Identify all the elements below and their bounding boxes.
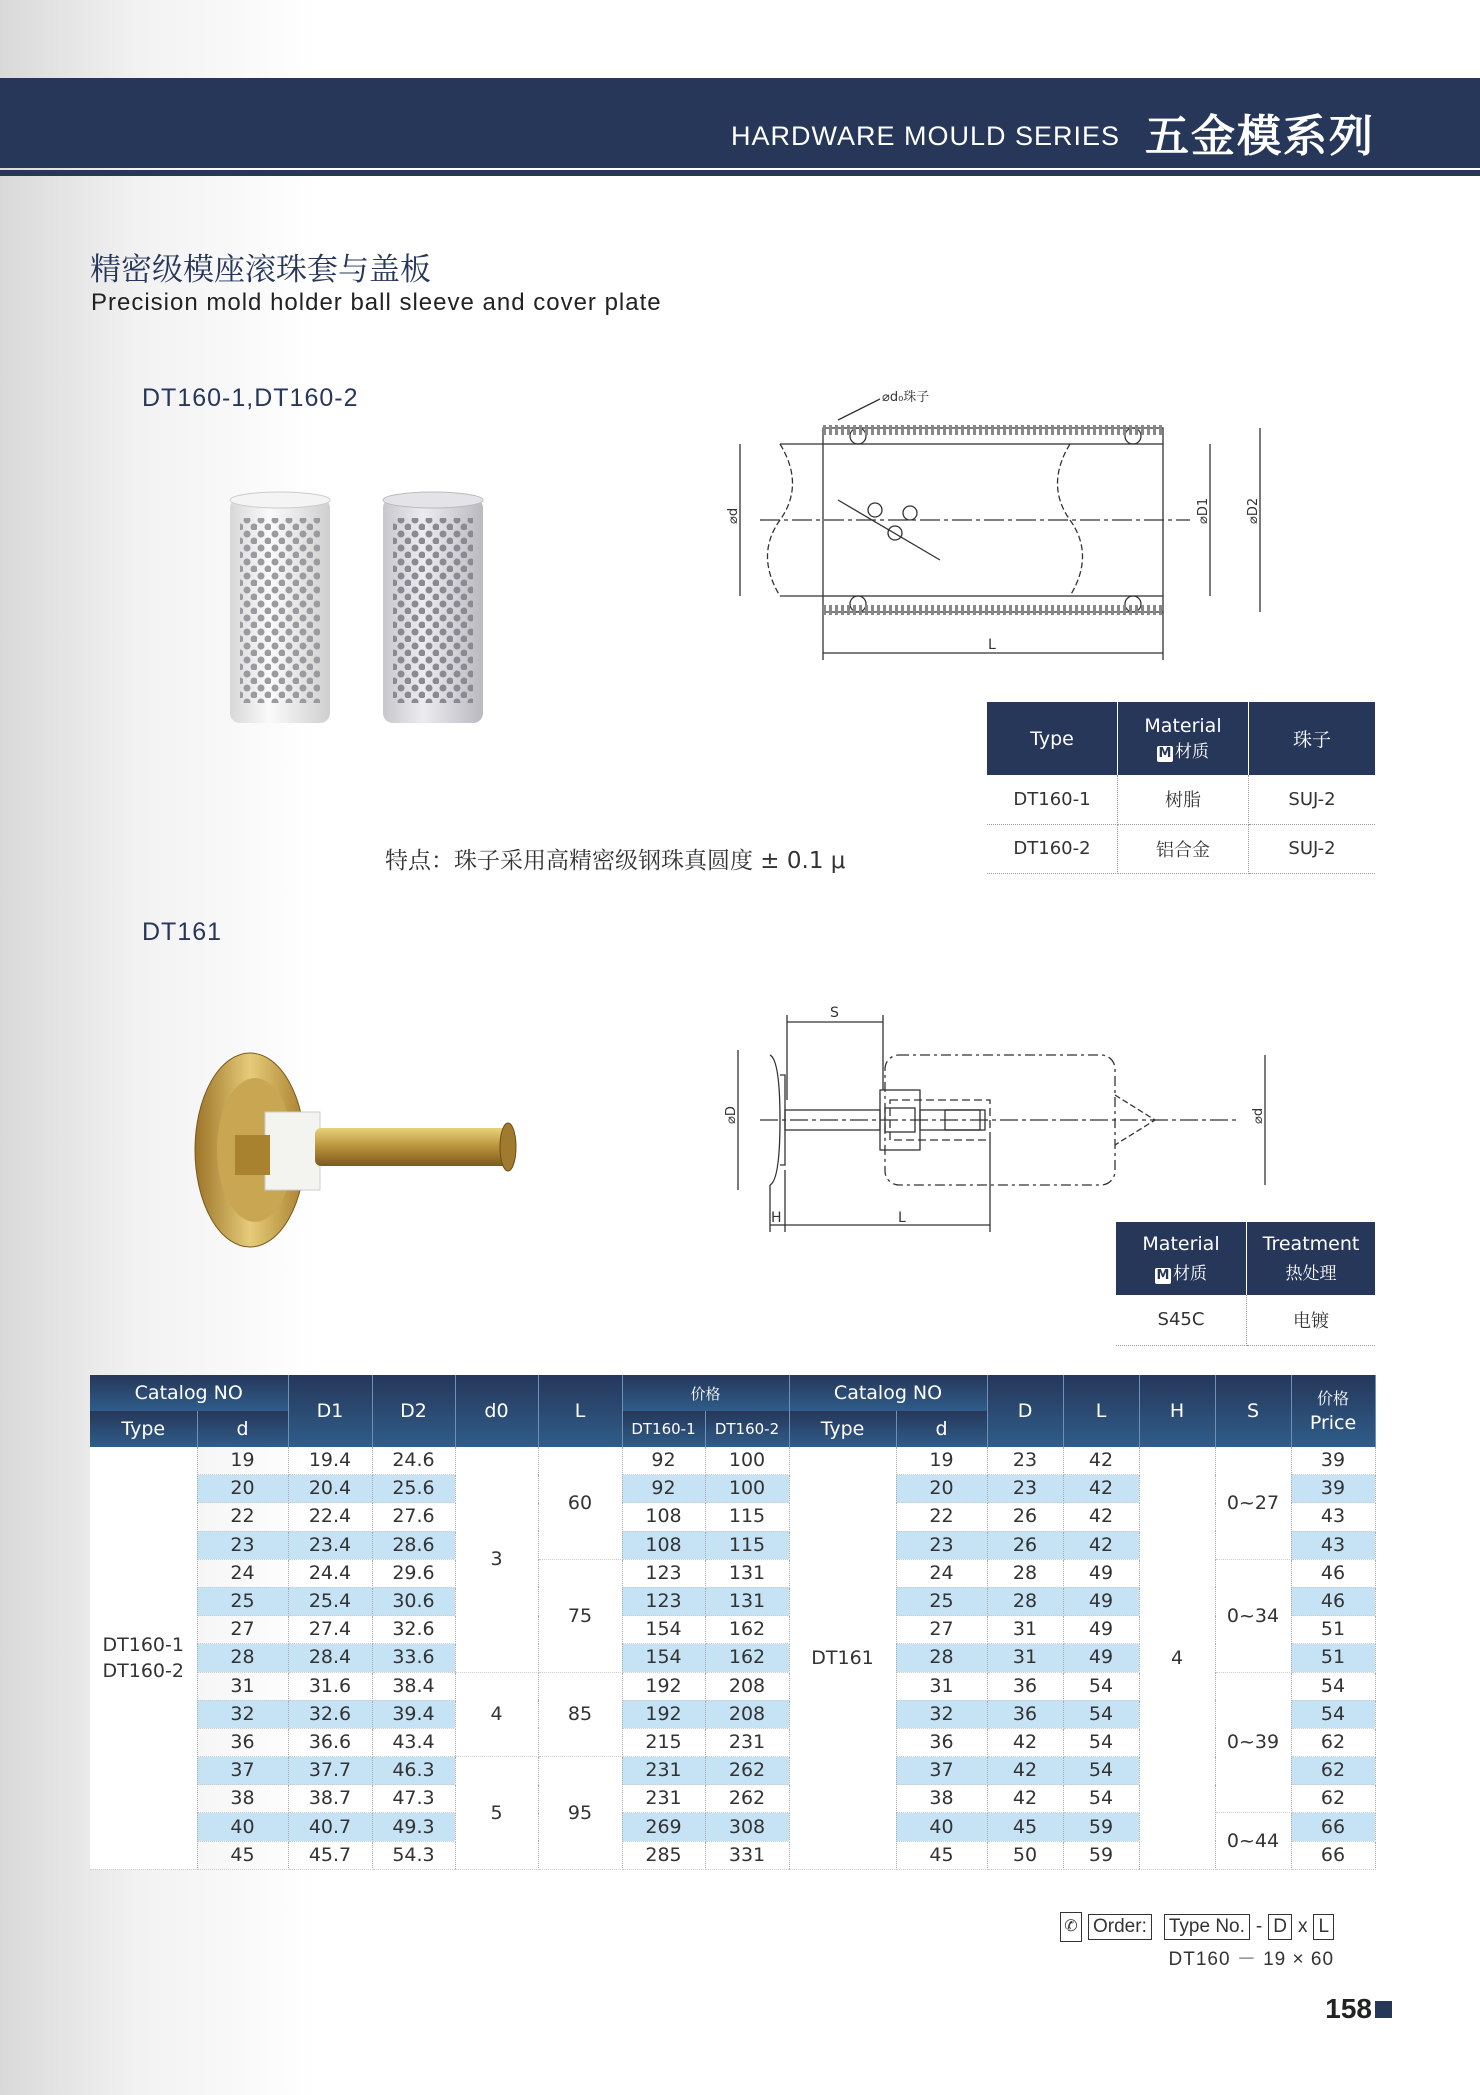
cell-D2: 32.6 bbox=[372, 1616, 455, 1644]
header-price: 价格 bbox=[622, 1375, 789, 1411]
table-row bbox=[1116, 1295, 1375, 1345]
cell-D2: 25.6 bbox=[372, 1475, 455, 1503]
material-badge: M bbox=[1158, 745, 1172, 761]
cell-price-dt161: 43 bbox=[1291, 1503, 1375, 1531]
type-dt160-2: DT160-2 bbox=[102, 1659, 184, 1682]
col-material-en: Material bbox=[1142, 1232, 1220, 1255]
cell-price-dt160-1: 285 bbox=[622, 1841, 705, 1869]
cell-D1: 27.4 bbox=[288, 1616, 372, 1644]
cell-d: 32 bbox=[197, 1700, 288, 1728]
dt161-drawing-d: ⌀d bbox=[1251, 1107, 1266, 1124]
header-d: d bbox=[197, 1411, 288, 1447]
cell-L-right: 49 bbox=[1063, 1616, 1139, 1644]
cell-D1: 20.4 bbox=[288, 1475, 372, 1503]
cell-D2: 39.4 bbox=[372, 1700, 455, 1728]
cell-price-dt161: 46 bbox=[1291, 1559, 1375, 1587]
header-D: D bbox=[987, 1375, 1063, 1447]
cell-L-right: 54 bbox=[1063, 1728, 1139, 1756]
spec-price-table bbox=[90, 1375, 1376, 1870]
dt160-product-photo bbox=[215, 488, 495, 733]
col-material-zh: 材质 bbox=[1175, 741, 1209, 762]
cell-D1: 25.4 bbox=[288, 1587, 372, 1615]
cell-price-dt160-2: 100 bbox=[705, 1447, 789, 1475]
cell-treatment: 电镀 bbox=[1247, 1295, 1376, 1345]
cell-price-dt161: 62 bbox=[1291, 1728, 1375, 1756]
cell-price-dt160-1: 231 bbox=[622, 1757, 705, 1785]
cell-d-right: 19 bbox=[896, 1447, 987, 1475]
cell-d0: 3 bbox=[455, 1447, 538, 1672]
cell-D: 26 bbox=[987, 1503, 1063, 1531]
dt160-drawing-L: L bbox=[988, 637, 996, 653]
cell-price-dt160-2: 162 bbox=[705, 1644, 789, 1672]
cell-D: 36 bbox=[987, 1700, 1063, 1728]
cell-D: 28 bbox=[987, 1587, 1063, 1615]
section-title-en: Precision mold holder ball sleeve and cover plate bbox=[91, 289, 662, 316]
cell-price-dt161: 51 bbox=[1291, 1616, 1375, 1644]
header-d0: d0 bbox=[455, 1375, 538, 1447]
cell-D2: 28.6 bbox=[372, 1531, 455, 1559]
cell-D: 42 bbox=[987, 1728, 1063, 1756]
cell-price-dt160-1: 269 bbox=[622, 1813, 705, 1841]
header-price-dt160-1: DT160-1 bbox=[622, 1411, 705, 1447]
cell-d-right: 45 bbox=[896, 1841, 987, 1869]
cell-price-dt161: 51 bbox=[1291, 1644, 1375, 1672]
cell-D: 50 bbox=[987, 1841, 1063, 1869]
cell-D1: 38.7 bbox=[288, 1785, 372, 1813]
col-material bbox=[1116, 1222, 1247, 1295]
cell-price-dt161: 54 bbox=[1291, 1672, 1375, 1700]
resin-sleeve bbox=[230, 492, 330, 723]
cell-S: 0~27 bbox=[1215, 1447, 1291, 1559]
cell-price-dt160-1: 123 bbox=[622, 1559, 705, 1587]
order-label: Order: bbox=[1088, 1914, 1152, 1940]
cell-price-dt160-2: 100 bbox=[705, 1475, 789, 1503]
header-type-2: Type bbox=[789, 1411, 896, 1447]
cell-L-right: 42 bbox=[1063, 1447, 1139, 1475]
cell-material: 铝合金 bbox=[1118, 824, 1249, 873]
cell-ball: SUJ-2 bbox=[1249, 775, 1376, 824]
order-D: D bbox=[1268, 1914, 1292, 1940]
header-H: H bbox=[1139, 1375, 1215, 1447]
cell-price-dt161: 66 bbox=[1291, 1841, 1375, 1869]
cell-price-dt161: 54 bbox=[1291, 1700, 1375, 1728]
cell-type-right: DT161 bbox=[789, 1447, 896, 1869]
order-type-no: Type No. bbox=[1164, 1914, 1250, 1940]
order-x: x bbox=[1297, 1916, 1308, 1937]
header-price-2 bbox=[1291, 1375, 1375, 1447]
cell-price-dt160-2: 331 bbox=[705, 1841, 789, 1869]
cell-D1: 32.6 bbox=[288, 1700, 372, 1728]
cell-price-dt160-2: 162 bbox=[705, 1616, 789, 1644]
order-format bbox=[1060, 1912, 1334, 1971]
cell-price-dt161: 43 bbox=[1291, 1531, 1375, 1559]
header-price-2-en: Price bbox=[1309, 1412, 1357, 1434]
cell-price-dt160-1: 231 bbox=[622, 1785, 705, 1813]
table-row bbox=[987, 775, 1375, 824]
cell-d-right: 28 bbox=[896, 1644, 987, 1672]
cell-price-dt160-2: 208 bbox=[705, 1672, 789, 1700]
cell-D1: 28.4 bbox=[288, 1644, 372, 1672]
cell-D1: 40.7 bbox=[288, 1813, 372, 1841]
cell-D1: 24.4 bbox=[288, 1559, 372, 1587]
cell-L: 60 bbox=[538, 1447, 622, 1559]
cell-D1: 37.7 bbox=[288, 1757, 372, 1785]
cell-price-dt160-2: 131 bbox=[705, 1559, 789, 1587]
cell-type: DT160-1 bbox=[987, 775, 1118, 824]
cell-type: DT160-2 bbox=[987, 824, 1118, 873]
cell-D: 28 bbox=[987, 1559, 1063, 1587]
cell-D: 36 bbox=[987, 1672, 1063, 1700]
cell-d-right: 24 bbox=[896, 1559, 987, 1587]
header-type: Type bbox=[90, 1411, 197, 1447]
cell-price-dt160-2: 115 bbox=[705, 1503, 789, 1531]
header-price-2-zh: 价格 bbox=[1317, 1389, 1350, 1408]
cell-d: 25 bbox=[197, 1587, 288, 1615]
cell-L-right: 49 bbox=[1063, 1644, 1139, 1672]
col-treatment-en: Treatment bbox=[1262, 1232, 1360, 1255]
cell-price-dt160-2: 208 bbox=[705, 1700, 789, 1728]
cell-d: 23 bbox=[197, 1531, 288, 1559]
cell-d: 37 bbox=[197, 1757, 288, 1785]
cell-price-dt160-2: 308 bbox=[705, 1813, 789, 1841]
cell-L-right: 54 bbox=[1063, 1700, 1139, 1728]
dt161-technical-drawing bbox=[720, 1000, 1280, 1245]
cell-d: 36 bbox=[197, 1728, 288, 1756]
cell-L-right: 49 bbox=[1063, 1587, 1139, 1615]
cell-L-right: 54 bbox=[1063, 1757, 1139, 1785]
cell-D2: 43.4 bbox=[372, 1728, 455, 1756]
cell-price-dt160-1: 154 bbox=[622, 1644, 705, 1672]
cell-L-right: 59 bbox=[1063, 1841, 1139, 1869]
cell-price-dt161: 62 bbox=[1291, 1757, 1375, 1785]
dt160-drawing-ball-label: ⌀d₀珠子 bbox=[882, 390, 930, 405]
cell-L-right: 54 bbox=[1063, 1672, 1139, 1700]
cell-D2: 24.6 bbox=[372, 1447, 455, 1475]
dt161-label: DT161 bbox=[142, 918, 223, 946]
cell-L: 85 bbox=[538, 1672, 622, 1757]
dt161-material-table bbox=[1116, 1222, 1375, 1346]
aluminum-sleeve bbox=[383, 492, 483, 723]
cell-price-dt160-1: 215 bbox=[622, 1728, 705, 1756]
dt161-drawing-D: ⌀D bbox=[724, 1106, 739, 1124]
dt160-label: DT160-1,DT160-2 bbox=[142, 384, 359, 412]
table-row bbox=[90, 1447, 1375, 1475]
cell-d-right: 37 bbox=[896, 1757, 987, 1785]
cell-price-dt160-2: 262 bbox=[705, 1785, 789, 1813]
dt160-drawing-D2: ⌀D2 bbox=[1246, 497, 1261, 524]
cell-L-right: 42 bbox=[1063, 1475, 1139, 1503]
cell-d-right: 32 bbox=[896, 1700, 987, 1728]
cell-d0: 4 bbox=[455, 1672, 538, 1757]
dt161-product-photo bbox=[190, 1050, 530, 1250]
cell-price-dt160-2: 115 bbox=[705, 1531, 789, 1559]
header-title-en: HARDWARE MOULD SERIES bbox=[730, 121, 1120, 151]
order-example: DT160 － 19 × 60 bbox=[1168, 1949, 1335, 1970]
col-material bbox=[1118, 702, 1249, 775]
cell-d: 22 bbox=[197, 1503, 288, 1531]
cell-price-dt160-1: 92 bbox=[622, 1447, 705, 1475]
header-underline bbox=[0, 170, 1480, 176]
cell-price-dt160-1: 154 bbox=[622, 1616, 705, 1644]
dt160-drawing-d: ⌀d bbox=[726, 507, 741, 524]
cell-price-dt161: 39 bbox=[1291, 1475, 1375, 1503]
cell-S: 0~44 bbox=[1215, 1813, 1291, 1869]
cell-d: 40 bbox=[197, 1813, 288, 1841]
cell-ball: SUJ-2 bbox=[1249, 824, 1376, 873]
dt160-material-table bbox=[987, 702, 1375, 874]
table-row bbox=[987, 824, 1375, 873]
dt161-drawing-H: H bbox=[771, 1210, 782, 1226]
cell-type-left bbox=[90, 1447, 197, 1869]
cell-d0: 5 bbox=[455, 1757, 538, 1870]
header-S: S bbox=[1215, 1375, 1291, 1447]
page-marker bbox=[1375, 2001, 1392, 2018]
cell-d-right: 36 bbox=[896, 1728, 987, 1756]
cell-d: 20 bbox=[197, 1475, 288, 1503]
cell-d: 24 bbox=[197, 1559, 288, 1587]
cell-price-dt161: 46 bbox=[1291, 1587, 1375, 1615]
cell-price-dt160-2: 131 bbox=[705, 1587, 789, 1615]
cell-D2: 46.3 bbox=[372, 1757, 455, 1785]
header-L-2: L bbox=[1063, 1375, 1139, 1447]
cell-D: 23 bbox=[987, 1475, 1063, 1503]
dt160-drawing-D1: ⌀D1 bbox=[1196, 497, 1211, 524]
cell-L-right: 59 bbox=[1063, 1813, 1139, 1841]
cell-d-right: 23 bbox=[896, 1531, 987, 1559]
cell-d-right: 20 bbox=[896, 1475, 987, 1503]
header-d-2: d bbox=[896, 1411, 987, 1447]
header-price-dt160-2: DT160-2 bbox=[705, 1411, 789, 1447]
cell-price-dt161: 62 bbox=[1291, 1785, 1375, 1813]
cell-D1: 22.4 bbox=[288, 1503, 372, 1531]
cell-S: 0~34 bbox=[1215, 1559, 1291, 1672]
cell-D: 42 bbox=[987, 1785, 1063, 1813]
cell-material: S45C bbox=[1116, 1295, 1247, 1345]
cell-d: 28 bbox=[197, 1644, 288, 1672]
cell-material: 树脂 bbox=[1118, 775, 1249, 824]
cell-D2: 33.6 bbox=[372, 1644, 455, 1672]
cell-d-right: 38 bbox=[896, 1785, 987, 1813]
cell-D1: 19.4 bbox=[288, 1447, 372, 1475]
cell-price-dt160-1: 92 bbox=[622, 1475, 705, 1503]
order-L: L bbox=[1313, 1914, 1334, 1940]
cell-price-dt160-2: 262 bbox=[705, 1757, 789, 1785]
type-dt160-1: DT160-1 bbox=[102, 1633, 184, 1656]
cell-d-right: 27 bbox=[896, 1616, 987, 1644]
cell-D1: 45.7 bbox=[288, 1841, 372, 1869]
cell-L-right: 42 bbox=[1063, 1503, 1139, 1531]
col-ball: 珠子 bbox=[1249, 702, 1376, 775]
col-treatment-zh: 热处理 bbox=[1285, 1263, 1337, 1284]
header-catalog-no-2: Catalog NO bbox=[789, 1375, 987, 1411]
cell-L-right: 54 bbox=[1063, 1785, 1139, 1813]
cell-D2: 54.3 bbox=[372, 1841, 455, 1869]
cell-D: 26 bbox=[987, 1531, 1063, 1559]
cell-d-right: 22 bbox=[896, 1503, 987, 1531]
cell-D: 31 bbox=[987, 1616, 1063, 1644]
cell-H: 4 bbox=[1139, 1447, 1215, 1869]
page-number bbox=[1325, 1993, 1392, 2025]
cell-d: 31 bbox=[197, 1672, 288, 1700]
cell-price-dt160-1: 108 bbox=[622, 1531, 705, 1559]
cell-price-dt160-1: 123 bbox=[622, 1587, 705, 1615]
cell-price-dt160-1: 192 bbox=[622, 1672, 705, 1700]
cell-L-right: 42 bbox=[1063, 1531, 1139, 1559]
col-material-zh: 材质 bbox=[1173, 1263, 1207, 1284]
cell-price-dt160-2: 231 bbox=[705, 1728, 789, 1756]
cell-d-right: 31 bbox=[896, 1672, 987, 1700]
page-number-text: 158 bbox=[1325, 1993, 1372, 2024]
cell-D2: 49.3 bbox=[372, 1813, 455, 1841]
cell-D: 31 bbox=[987, 1644, 1063, 1672]
header-catalog-no: Catalog NO bbox=[90, 1375, 288, 1411]
header-D1: D1 bbox=[288, 1375, 372, 1447]
cell-L: 95 bbox=[538, 1757, 622, 1870]
section-title-zh: 精密级模座滚珠套与盖板 bbox=[90, 252, 431, 288]
col-type: Type bbox=[987, 702, 1118, 775]
cell-price-dt160-1: 192 bbox=[622, 1700, 705, 1728]
cell-D1: 31.6 bbox=[288, 1672, 372, 1700]
cell-D2: 47.3 bbox=[372, 1785, 455, 1813]
cell-L: 75 bbox=[538, 1559, 622, 1672]
material-badge: M bbox=[1156, 1267, 1170, 1283]
cell-price-dt161: 66 bbox=[1291, 1813, 1375, 1841]
dt160-feature-note: 特点：珠子采用高精密级钢珠真圆度 ± 0.1 μ bbox=[385, 848, 846, 874]
cell-d-right: 25 bbox=[896, 1587, 987, 1615]
cell-D: 42 bbox=[987, 1757, 1063, 1785]
cell-D: 23 bbox=[987, 1447, 1063, 1475]
cell-D: 45 bbox=[987, 1813, 1063, 1841]
cell-D2: 30.6 bbox=[372, 1587, 455, 1615]
cell-d: 19 bbox=[197, 1447, 288, 1475]
col-treatment bbox=[1247, 1222, 1376, 1295]
dt160-technical-drawing bbox=[720, 385, 1280, 670]
cell-price-dt160-1: 108 bbox=[622, 1503, 705, 1531]
cell-d: 27 bbox=[197, 1616, 288, 1644]
cell-D2: 38.4 bbox=[372, 1672, 455, 1700]
cell-D2: 27.6 bbox=[372, 1503, 455, 1531]
col-material-en: Material bbox=[1144, 714, 1222, 737]
header-D2: D2 bbox=[372, 1375, 455, 1447]
dt161-drawing-S: S bbox=[830, 1005, 839, 1021]
cell-d: 38 bbox=[197, 1785, 288, 1813]
cell-d-right: 40 bbox=[896, 1813, 987, 1841]
order-dash: - bbox=[1255, 1916, 1263, 1937]
cell-D1: 36.6 bbox=[288, 1728, 372, 1756]
cell-D1: 23.4 bbox=[288, 1531, 372, 1559]
header-title-zh: 五金模系列 bbox=[1145, 111, 1375, 162]
dt161-drawing-L: L bbox=[898, 1210, 906, 1226]
phone-icon: ✆ bbox=[1060, 1912, 1082, 1942]
cell-S: 0~39 bbox=[1215, 1672, 1291, 1813]
cell-L-right: 49 bbox=[1063, 1559, 1139, 1587]
cell-D2: 29.6 bbox=[372, 1559, 455, 1587]
cell-d: 45 bbox=[197, 1841, 288, 1869]
cell-price-dt161: 39 bbox=[1291, 1447, 1375, 1475]
header-L: L bbox=[538, 1375, 622, 1447]
